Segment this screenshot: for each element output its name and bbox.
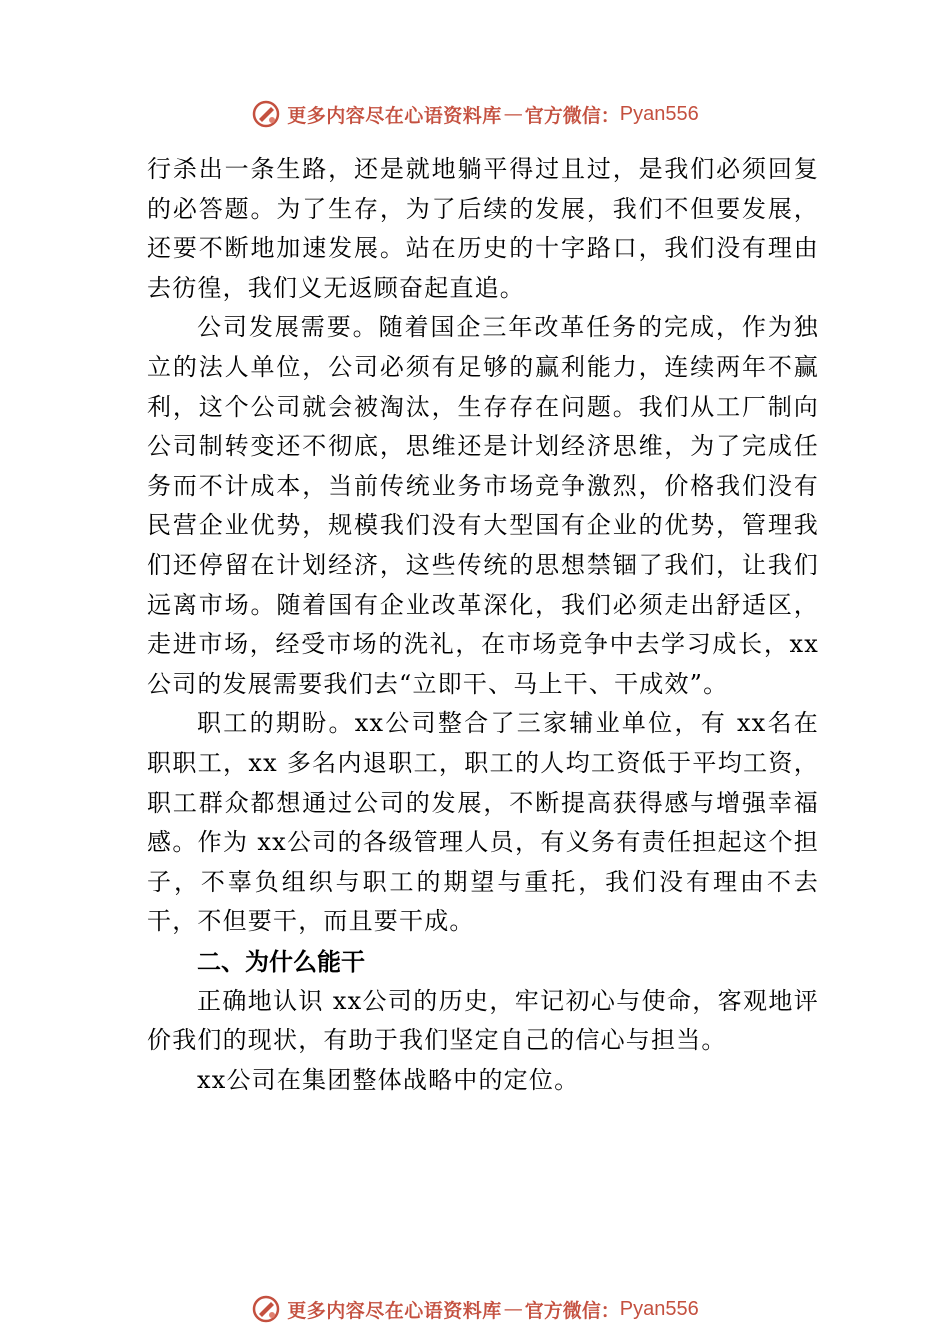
brand-logo-icon xyxy=(251,99,281,129)
paragraph-4: 正确地认识 xx公司的历史，牢记初心与使命，客观地评价我们的现状，有助于我们坚定自己的信心与担当。 xyxy=(147,986,819,1055)
header-banner xyxy=(0,94,950,134)
header-brand-text: 更多内容尽在心语资料库 xyxy=(287,104,502,127)
brand-logo-icon xyxy=(251,1294,281,1324)
footer-banner xyxy=(0,1289,950,1329)
footer-brand-text: 更多内容尽在心语资料库 xyxy=(287,1299,502,1322)
header-wechat-id: Pyan556 xyxy=(619,102,699,125)
footer-wechat-id: Pyan556 xyxy=(619,1297,699,1320)
paragraph-3: 职工的期盼。xx公司整合了三家辅业单位，有 xx名在职职工，xx 多名内退职工，职工的人均工资低于平均工资，职工群众都想通过公司的发展，不断提高获得感与增强幸福感。作为 xx公司的各级管理人员，有义务有责任担起这个担子，不辜负组织与职工的期望与重托，我们没有理由不去干，不但要干，而且要干成。 xyxy=(147,709,819,936)
header-separator: — xyxy=(503,103,523,125)
paragraph-1: 行杀出一条生路，还是就地躺平得过且过，是我们必须回复的必答题。为了生存，为了后续的发展，我们不但要发展，还要不断地加速发展。站在历史的十字路口，我们没有理由去彷徨，我们义无返顾奋起直追。 xyxy=(147,155,819,302)
header-wechat-label: 官方微信： xyxy=(524,104,620,127)
document-body xyxy=(147,150,819,1101)
section-heading-2: 二、为什么能干 xyxy=(197,947,365,976)
paragraph-5: xx公司在集团整体战略中的定位。 xyxy=(197,1066,580,1095)
paragraph-2: 公司发展需要。随着国企三年改革任务的完成，作为独立的法人单位，公司必须有足够的赢利能力，连续两年不赢利，这个公司就会被淘汰，生存存在问题。我们从工厂制向公司制转变还不彻底，思维还是计划经济思维，为了完成任务而不计成本，当前传统业务市场竞争激烈，价格我们没有民营企业优势，规模我们没有大型国有企业的优势，管理我们还停留在计划经济，这些传统的思想禁锢了我们，让我们远离市场。随着国有企业改革深化，我们必须走出舒适区， 走进市场，经受市场的洗礼，在市场竞争中去学习成长，xx公司的发展需要我们去“立即干、马上干、干成效”。 xyxy=(147,313,819,698)
footer-separator: — xyxy=(503,1298,523,1320)
footer-wechat-label: 官方微信： xyxy=(524,1299,620,1322)
